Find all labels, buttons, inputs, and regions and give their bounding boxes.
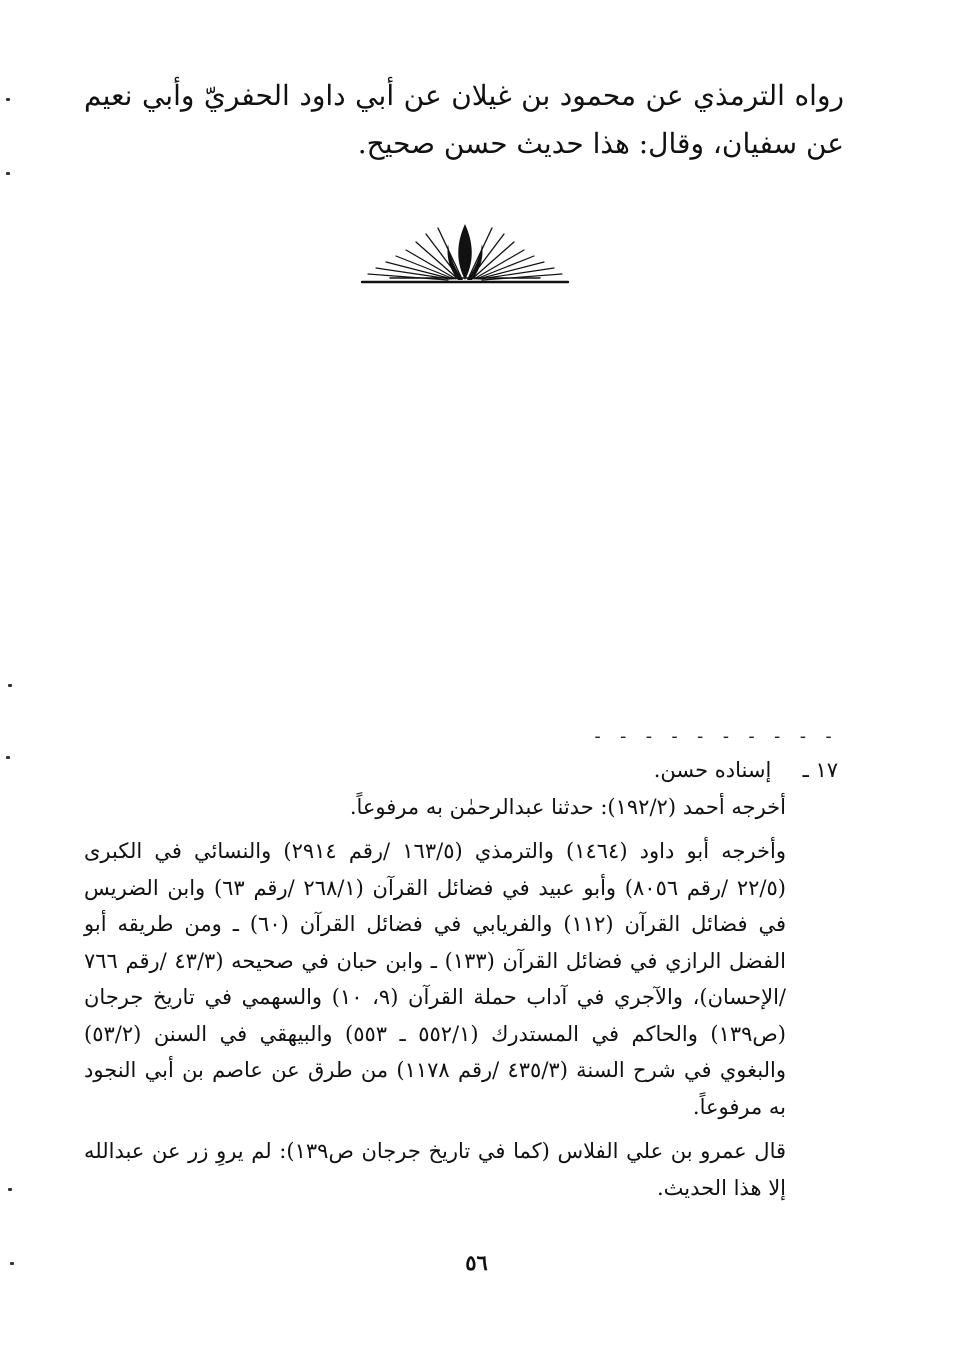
footnote-heading: إسناده حسن.	[653, 758, 772, 782]
footnote-separator: - - - - - - - - - -	[592, 726, 836, 744]
sunburst-divider-icon	[360, 222, 570, 288]
footnotes-section	[84, 752, 838, 1214]
footnote-paragraph: قال عمرو بن علي الفلاس (كما في تاريخ جرجان ص١٣٩): لم يروِ زر عن عبدالله إلا هذا الحديث.	[84, 1139, 787, 1200]
footnote-paragraph: وأخرجه أبو داود (١٤٦٤) والترمذي (١٦٣/٥ /رقم ٢٩١٤) والنسائي في الكبرى (٢٢/٥ /رقم ٨٠٥٦) وأبو عبيد في فضائل القرآن (٢٦٨/١ /رقم ٦٣) وابن الضريس في فضائل القرآن (١١٢) والفريابي في فضائل القرآن (٦٠) ـ ومن طريقه أبو الفضل الرازي في فضائل القرآن (١٣٣) ـ وابن حبان في صحيحه (٤٣/٣ /رقم ٧٦٦ /الإحسان)، والآجري في آداب حملة القرآن (٩، ١٠) والسهمي في تاريخ جرجان (ص١٣٩) والحاكم في المستدرك (٥٥٢/١ ـ ٥٥٣) والبيهقي في السنن (٥٣/٢) والبغوي في شرح السنة (٤٣٥/٣ /رقم ١١٧٨) من طرق عن عاصم بن أبي النجود به مرفوعاً.	[84, 839, 787, 1119]
footnote-heading-line	[84, 752, 838, 789]
scan-speck	[6, 98, 10, 101]
footnote-number: ١٧ ـ	[802, 758, 838, 782]
scan-speck	[6, 756, 10, 759]
scan-speck	[8, 1188, 12, 1191]
footnote-paragraph: أخرجه أحمد (١٩٢/٢): حدثنا عبدالرحمٰن به مرفوعاً.	[349, 794, 786, 819]
scan-speck	[10, 1262, 14, 1265]
page-number: ٥٦	[465, 1250, 488, 1275]
main-text-paragraph: رواه الترمذي عن محمود بن غيلان عن أبي داود الحفريّ وأبي نعيم عن سفيان، وقال: هذا حديث حسن صحيح.	[84, 79, 844, 160]
scan-speck	[8, 684, 12, 687]
scan-speck	[6, 172, 10, 175]
